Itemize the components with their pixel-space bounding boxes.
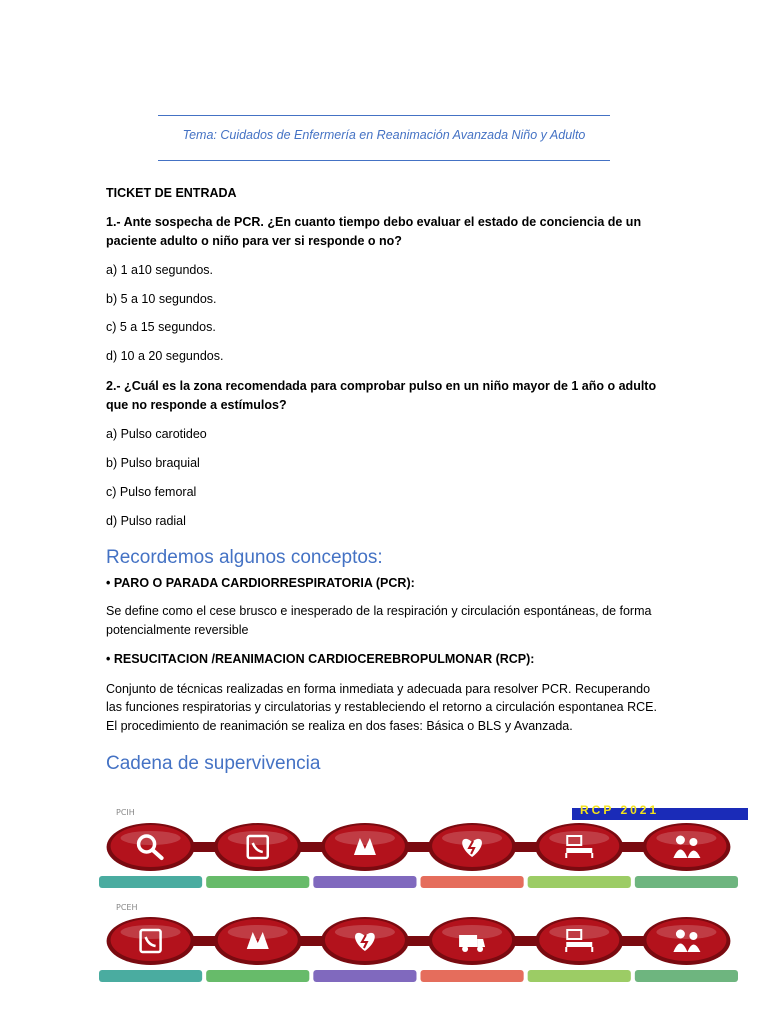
q1-option-a: a) 1 a10 segundos. [106, 263, 214, 277]
strip1-label: PCIH [116, 808, 135, 817]
ticket-title: TICKET DE ENTRADA [106, 186, 237, 200]
topic-line: Tema: Cuidados de Enfermería en Reanimación Avanzada Niño y Adulto [182, 128, 586, 142]
survival-chain-strip-1-graphic [97, 818, 740, 896]
chain-step-label-band [99, 970, 202, 982]
rcp-banner-text: RCP 2021 [580, 803, 660, 817]
pcr-title: • PARO O PARADA CARDIORRESPIRATORIA (PCR): [106, 576, 415, 590]
q1-line1: 1.- Ante sospecha de PCR. ¿En cuanto tiempo debo evaluar el estado de conciencia de un [106, 215, 642, 229]
strip2-label: PCEH [116, 903, 138, 912]
ambulance-icon [428, 917, 516, 965]
survival-chain-strip-2 [97, 912, 740, 990]
chain-step-label-band [421, 876, 524, 888]
family-icon [642, 823, 730, 871]
q1-option-c: c) 5 a 15 segundos. [106, 320, 216, 334]
monitor-bed-icon [535, 917, 623, 965]
defibrillator-heart-icon [428, 823, 516, 871]
chain-connector [117, 842, 717, 852]
chain-step-label-band [313, 970, 416, 982]
q2-option-d: d) Pulso radial [106, 514, 186, 528]
family-icon [642, 917, 730, 965]
q1-option-b: b) 5 a 10 segundos. [106, 292, 217, 306]
pcr-line1: Se define como el cese brusco e inesperado de la respiración y circulación espontáneas, de forma [106, 604, 652, 618]
q2-option-a: a) Pulso carotideo [106, 427, 207, 441]
q2-option-c: c) Pulso femoral [106, 485, 197, 499]
search-icon [107, 823, 195, 871]
rcp-title: • RESUCITACION /REANIMACION CARDIOCEREBROPULMONAR (RCP): [106, 652, 535, 666]
rcp-line1: Conjunto de técnicas realizadas en forma inmediata y adecuada para resolver PCR. Recuperando [106, 682, 651, 696]
hands-compression-icon [321, 823, 409, 871]
q2-line2: que no responde a estímulos? [106, 398, 287, 412]
phone-book-icon [214, 823, 302, 871]
hands-compression-icon [214, 917, 302, 965]
chain-step-label-band [635, 876, 738, 888]
rcp-line2: las funciones respiratorias y circulatorias y restableciendo el retorno a circulación espontanea RCE. [106, 700, 657, 714]
topic-rule-top [158, 115, 610, 116]
q2-option-b: b) Pulso braquial [106, 456, 200, 470]
chain-step-label-band [421, 970, 524, 982]
chain-step-label-band [528, 970, 631, 982]
q1-line2: paciente adulto o niño para ver si responde o no? [106, 234, 402, 248]
chain-step-label-band [528, 876, 631, 888]
topic-rule-bottom [158, 160, 610, 161]
pcr-line2: potencialmente reversible [106, 623, 249, 637]
q1-option-d: d) 10 a 20 segundos. [106, 349, 224, 363]
survival-chain-strip-1 [97, 818, 740, 896]
survival-chain-strip-2-graphic [97, 912, 740, 990]
phone-book-icon [107, 917, 195, 965]
defibrillator-heart-icon [321, 917, 409, 965]
chain-heading: Cadena de supervivencia [106, 753, 321, 774]
chain-step-label-band [313, 876, 416, 888]
chain-step-label-band [206, 876, 309, 888]
concepts-heading: Recordemos algunos conceptos: [106, 547, 383, 568]
chain-step-label-band [99, 876, 202, 888]
q2-line1: 2.- ¿Cuál es la zona recomendada para comprobar pulso en un niño mayor de 1 año o adulto [106, 379, 657, 393]
rcp-line3: El procedimiento de reanimación se realiza en dos fases: Básica o BLS y Avanzada. [106, 719, 573, 733]
chain-step-label-band [206, 970, 309, 982]
monitor-bed-icon [535, 823, 623, 871]
chain-step-label-band [635, 970, 738, 982]
chain-connector [117, 936, 717, 946]
